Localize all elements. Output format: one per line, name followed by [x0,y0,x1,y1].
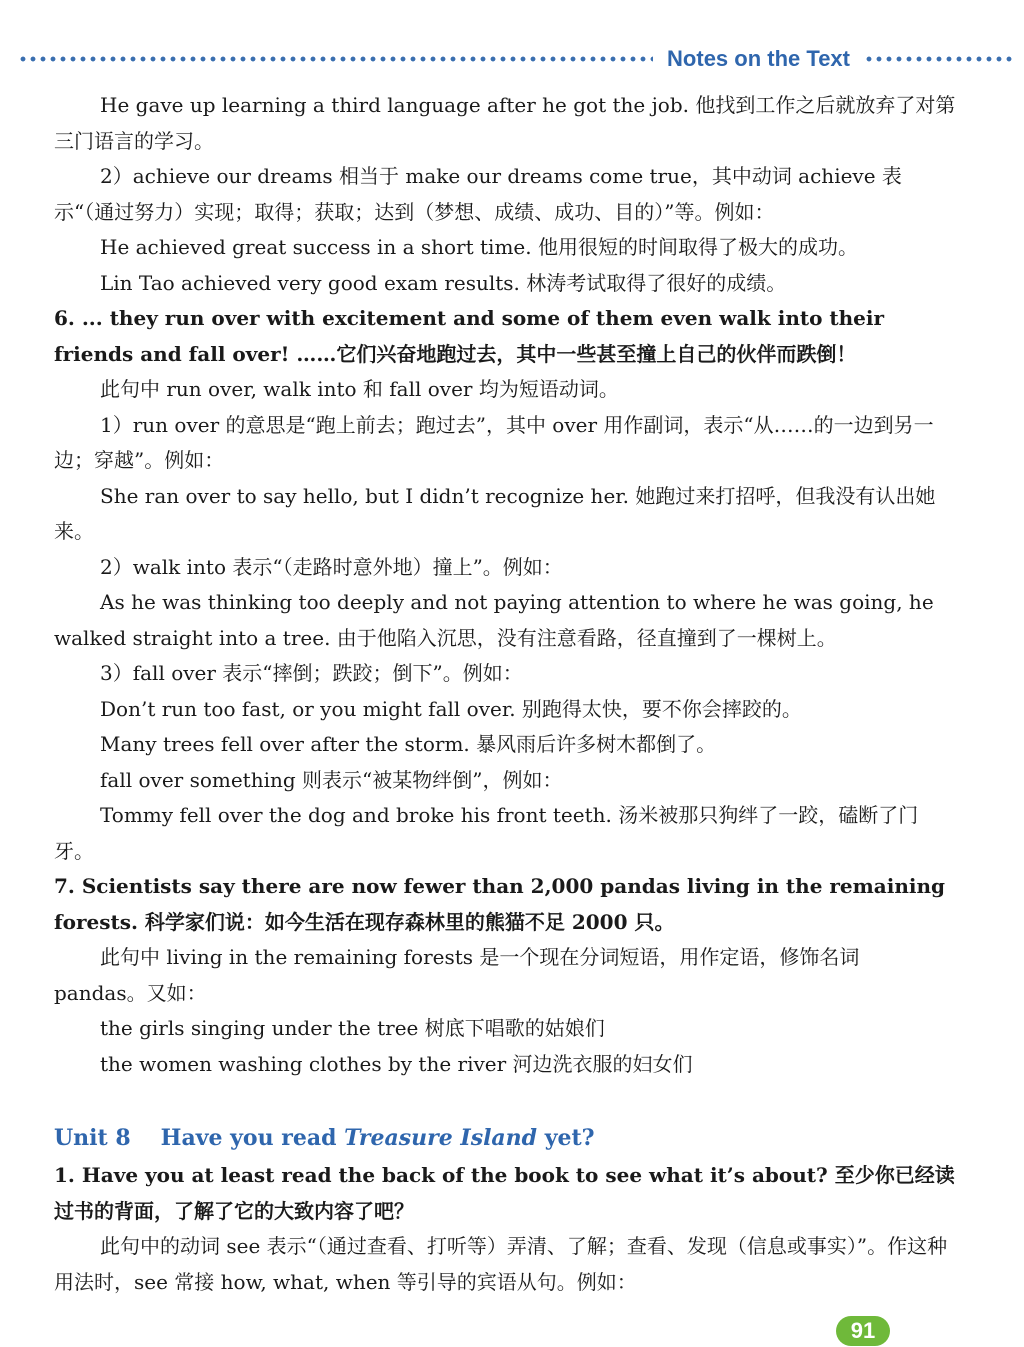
example-sentence: As he was thinking too deeply and not paying attention to where he was going, he walked straight into a tree. 由于他陷入沉思，没有注意看路，径直撞到了一棵树上。 [54,590,934,650]
note-heading-1: 1. Have you at least read the back of the book to see what it’s about? 至少你已经读过书的背面，了解了它的大致内容了吧？ [54,1163,955,1223]
section-header [18,44,1014,74]
dotted-rule-left [18,56,653,62]
example-sentence: Tommy fell over the dog and broke his front teeth. 汤米被那只狗绊了一跤，磕断了门牙。 [54,803,919,863]
example-sentence: Many trees fell over after the storm. 暴风雨后许多树木都倒了。 [100,732,717,756]
explanation-paragraph: 此句中的动词 see 表示“（通过查看、打听等）弄清、了解；查看、发现（信息或事实）”。作这种用法时，see 常接 how, what, when 等引导的宾语从句。例如： [54,1234,948,1294]
explanation-paragraph: 此句中 run over, walk into 和 fall over 均为短语动词。 [100,377,619,401]
book-title: Treasure Island [344,1125,538,1151]
section-spacer [54,1082,958,1118]
explanation-paragraph: 1）run over 的意思是“跑上前去；跑过去”，其中 over 用作副词，表示“从……的一边到另一边；穿越”。例如： [54,412,934,472]
example-sentence: Don’t run too fast, or you might fall over. 别跑得太快，要不你会摔跤的。 [100,696,802,721]
example-sentence: Lin Tao achieved very good exam results. 林涛考试取得了很好的成绩。 [100,270,787,295]
unit-title [161,1118,595,1158]
example-sentence: He gave up learning a third language after he got the job. 他找到工作之后就放弃了对第三门语言的学习。 [54,93,956,153]
unit-heading [54,1118,958,1158]
explanation-paragraph: 此句中 living in the remaining forests 是一个现在分词短语，用作定语，修饰名词 pandas。又如： [54,945,860,1005]
explanation-paragraph: 2）achieve our dreams 相当于 make our dreams come true，其中动词 achieve 表示“（通过努力）实现；取得；获取；达到（梦想、成绩、成功、目的）”等。例如： [54,164,902,224]
unit-title-start: Have you read [160,1125,345,1151]
note-heading-6: 6. ... they run over with excitement and some of them even walk into their friends and fall over! ……它们兴奋地跑过去，其中一些甚至撞上自己的伙伴而跌倒！ [54,306,885,366]
example-phrase: the women washing clothes by the river 河边洗衣服的妇女们 [100,1051,693,1076]
unit-title-end: yet? [537,1125,595,1151]
explanation-paragraph: 2）walk into 表示“（走路时意外地）撞上”。例如： [100,554,563,579]
unit-number: Unit 8 [54,1125,131,1151]
explanation-paragraph: 3）fall over 表示“摔倒；跌跤；倒下”。例如： [100,661,523,685]
example-sentence: He achieved great success in a short time. 他用很短的时间取得了极大的成功。 [100,235,858,259]
dotted-rule-right [864,56,1014,62]
section-title: Notes on the Text [667,46,850,71]
example-phrase: the girls singing under the tree 树底下唱歌的姑娘们 [100,1016,605,1040]
explanation-paragraph: fall over something 则表示“被某物绊倒”，例如： [100,767,563,792]
page-body [54,88,958,1300]
example-sentence: She ran over to say hello, but I didn’t recognize her. 她跑过来打招呼，但我没有认出她来。 [54,483,936,543]
page-number-badge: 91 [836,1316,890,1346]
note-heading-7: 7. Scientists say there are now fewer than 2,000 pandas living in the remaining forests. 科学家们说：如今生活在现存森林里的熊猫不足 2000 只。 [54,874,946,934]
